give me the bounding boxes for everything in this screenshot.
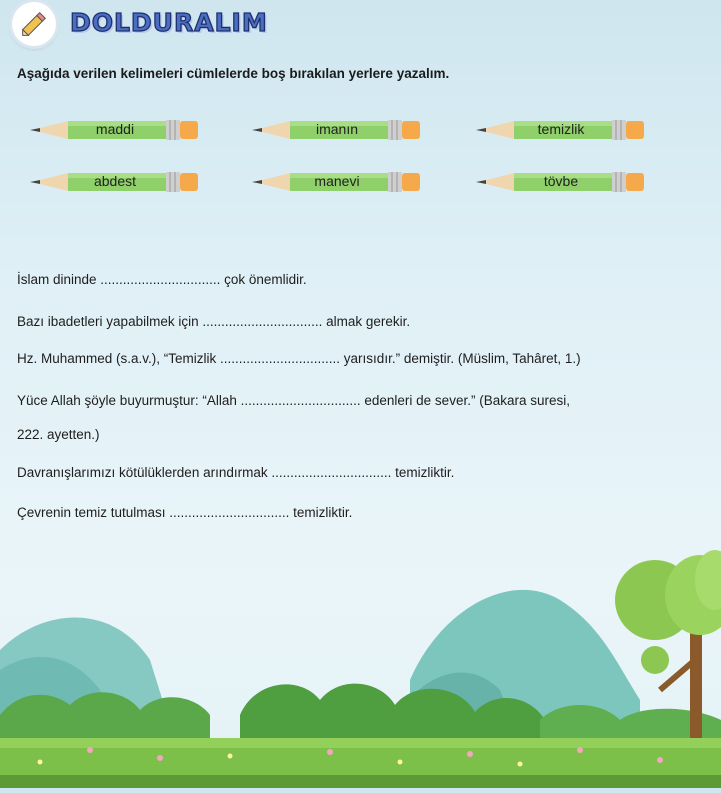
- sentence-1: İslam dininde ................................ çok önemlidir.: [17, 272, 307, 287]
- word-label: manevi: [314, 173, 360, 189]
- word-pencil: [252, 170, 424, 194]
- word-label: temizlik: [537, 121, 585, 137]
- word-pencil: [252, 118, 424, 142]
- header: [0, 0, 721, 50]
- sentence-4-continued: 222. ayetten.): [17, 427, 100, 442]
- word-pencil: [30, 170, 202, 194]
- word-label: abdest: [93, 173, 137, 189]
- word-pencil: [30, 118, 202, 142]
- page-title: DOLDURALIM: [70, 8, 268, 37]
- word-pencil: [476, 118, 648, 142]
- pencil-icon: [12, 2, 56, 46]
- word-label: imanın: [315, 121, 359, 137]
- landscape-illustration: [0, 540, 721, 788]
- word-label: tövbe: [543, 173, 579, 189]
- sentence-6: Çevrenin temiz tutulması ................................ temizliktir.: [17, 505, 353, 520]
- sentence-2: Bazı ibadetleri yapabilmek için ................................ almak gerekir.: [17, 314, 411, 329]
- sentence-5: Davranışlarımızı kötülüklerden arındırmak ................................ temizliktir.: [17, 465, 455, 480]
- instruction: Aşağıda verilen kelimeleri cümlelerde boş bırakılan yerlere yazalım.: [17, 66, 450, 81]
- sentence-4: Yüce Allah şöyle buyurmuştur: “Allah ................................ edenleri de sever.” (Bakara suresi,: [17, 393, 570, 408]
- word-pencil: [476, 170, 648, 194]
- sentence-3: Hz. Muhammed (s.a.v.), “Temizlik ................................ yarısıdır.” demiştir. (Müslim, Tahâret, 1.): [17, 351, 581, 366]
- word-label: maddi: [95, 121, 135, 137]
